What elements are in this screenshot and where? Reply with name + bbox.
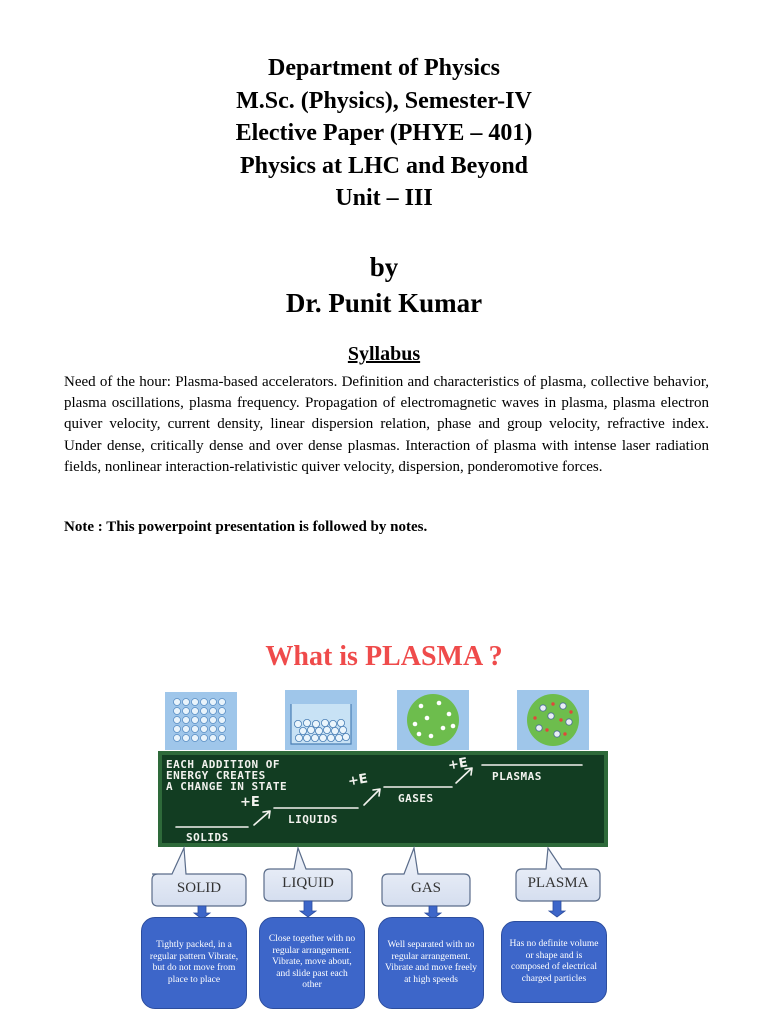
chalk-energy-mark-2: +E — [346, 771, 369, 790]
department-title: Department of Physics — [268, 55, 500, 81]
gas-description: Well separated with no regular arrangement. Vibrate and move freely at high speeds — [378, 917, 484, 1009]
subject-title: Physics at LHC and Beyond — [239, 152, 529, 179]
solid-particles-image — [165, 692, 237, 750]
gas-particles-image — [397, 690, 469, 750]
state-change-chalkboard — [158, 751, 608, 847]
plasma-section-title: What is PLASMA ? — [265, 641, 503, 672]
callout-plasma: PLASMA — [527, 875, 589, 891]
unit-title: Unit – III — [335, 185, 433, 211]
chalkboard-caption: EACH ADDITION OF ENERGY CREATES A CHANGE IN STATE — [166, 758, 288, 793]
chalk-label-plasmas: PLASMAS — [492, 770, 542, 783]
syllabus-text: Need of the hour: Plasma-based accelerators. Definition and characteristics of plasma, collective behavior, plasma oscillations, plasma frequency. Propagation of electromagnetic waves in plasma, plasma electron quiver velocity, current density, linear dispersion relation, phase and group velocity, refractive index. Under dense, critically dense and over dense plasmas. Interaction of plasma with intense laser radiation fields, nonlinear interaction-relativistic quiver velocity, dispersion, ponderomotive forces. — [64, 374, 709, 475]
chalk-label-liquids: LIQUIDS — [288, 813, 338, 826]
solid-description: Tightly packed, in a regular pattern Vibrate, but do not move from place to place — [141, 917, 247, 1009]
callout-liquid: LIQUID — [282, 875, 334, 891]
plasma-description: Has no definite volume or shape and is composed of electrical charged particles — [501, 921, 607, 1003]
chalk-label-solids: SOLIDS — [186, 831, 229, 844]
callout-solid: SOLID — [176, 880, 222, 896]
by-label: by — [369, 252, 399, 282]
title-block — [0, 52, 768, 215]
course-title: M.Sc. (Physics), Semester-IV — [236, 87, 532, 114]
callout-gas: GAS — [410, 880, 441, 896]
paper-title: Elective Paper (PHYE – 401) — [235, 120, 533, 146]
chalk-label-gases: GASES — [398, 792, 434, 805]
chalk-energy-mark-1: +E — [240, 795, 260, 810]
liquid-description: Close together with no regular arrangement. Vibrate, move about, and slide past each other — [259, 917, 365, 1009]
liquid-particles-image — [285, 690, 357, 750]
chalk-steps-drawing — [162, 755, 604, 843]
syllabus-heading: Syllabus — [347, 343, 421, 365]
chalk-energy-mark-3: +E — [446, 755, 469, 774]
author-name: Dr. Punit Kumar — [285, 288, 483, 318]
note-text: Note : This powerpoint presentation is followed by notes. — [64, 519, 428, 535]
plasma-particles-image — [517, 690, 589, 750]
